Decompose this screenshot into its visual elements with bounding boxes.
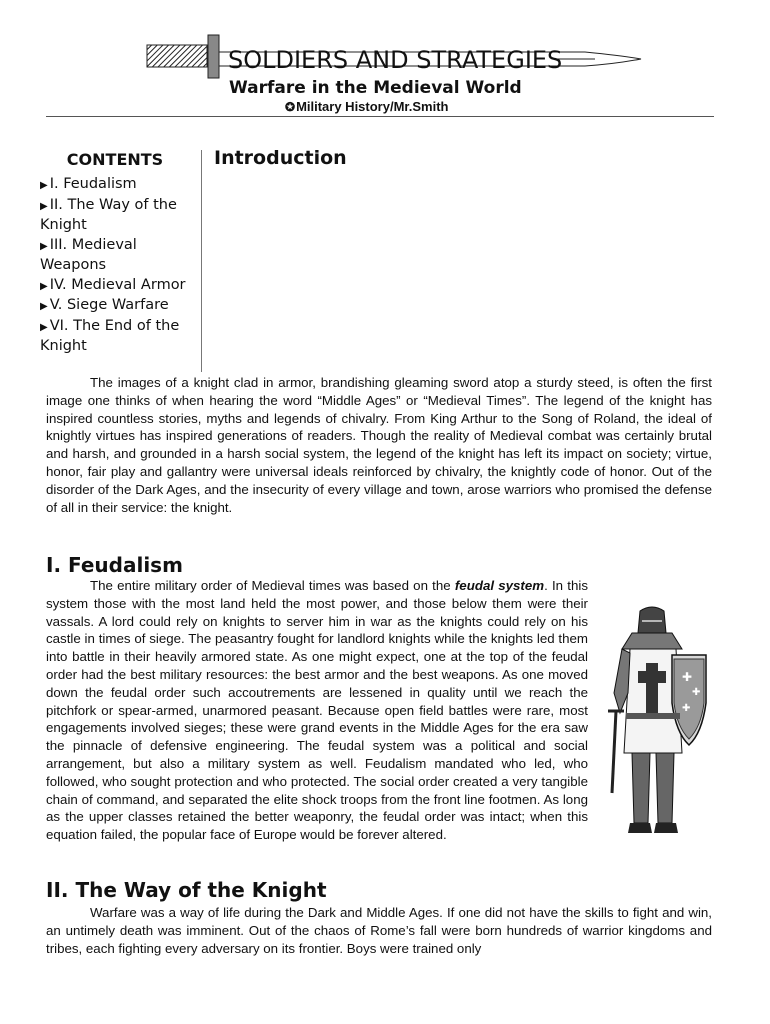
contents-list (40, 175, 200, 357)
way-of-knight-heading: II. The Way of the Knight (46, 878, 327, 902)
feudalism-paragraph: The entire military order of Medieval times was based on the feudal system. In this system those with the most land held the most power, and those below them were their vassals. A lord could rely on knights to server him in war as the knights could rely on his castle in times of siege. The peasantry fought for landlord knights while the knights led them into battle in their heavily armored state. As one might expect, one at the top of the feudal order had the best military resources: the best armor and the best weapons. As one moved down the feudal order such accoutrements are lessened in quality until we reach the pitchfork or spear-armed, unarmored peasant. Because open field battles were rare, most engagements involved sieges; these were grand events in the Middle Ages for the era saw the pinnacle of defensive engineering. The feudal system was a political and social arrangement, but also a military system as well. Feudalism mandated who led, who followed, who sought protection and who protected. The social order created a very tangible chain of command, and separated the elite shock troops from the front line footmen. As long as the upper classes retained the better weaponry, the feudal order was intact; when this equation failed, the popular face of Europe would be forever altered. (46, 578, 588, 843)
header (0, 0, 770, 120)
way-of-knight-paragraph: Warfare was a way of life during the Dark and Middle Ages. If one did not have the skills to fight and win, an untimely death was imminent. Out of the chaos of Rome’s fall were born hundreds of warrior kingdoms and tribes, each fighting every adversary on its frontier. Boys were trained only (46, 905, 712, 956)
triangle-right-icon: ▶ (40, 180, 48, 191)
contents-item[interactable]: ▶ I. Feudalism (40, 176, 137, 192)
feudal-system-term: feudal system (454, 578, 545, 593)
contents-divider (201, 150, 202, 372)
introduction-heading: Introduction (214, 147, 347, 169)
contents-item[interactable]: ▶ V. Siege Warfare (40, 297, 169, 313)
table-of-contents (40, 150, 200, 357)
triangle-right-icon: ▶ (40, 280, 48, 292)
contents-title: CONTENTS (66, 150, 164, 169)
contents-item[interactable]: ▶ III. Medieval Weapons (40, 236, 137, 273)
triangle-right-icon: ▶ (40, 200, 48, 212)
contents-item[interactable]: ▶ VI. The End of the Knight (40, 317, 180, 354)
header-divider (46, 116, 714, 117)
triangle-right-icon: ▶ (40, 240, 48, 252)
feudalism-section (46, 577, 712, 844)
introduction-paragraph: The images of a knight clad in armor, brandishing gleaming sword atop a sturdy steed, is often the first image one thinks of when hearing the word “Middle Ages” or “Medieval Times”. The legend of the knight has inspired countless stories, myths and legends of chivalry. From King Arthur to the Song of Roland, the ideal of knightly virtues has inspired generations of readers. Though the reality of Medieval combat was certainly brutal and harsh, and grounded in a harsh social system, the legend of the knight has left its impact on society; virtue, honor, fair play and gallantry were universal ideals reinforced by chivalry, the knightly code of honor. Out of the disorder of the Dark Ages, and the insecurity of every village and town, arose warriors who promised the defense of all in their service: the knight. (46, 375, 712, 515)
contents-item[interactable]: ▶ II. The Way of the Knight (40, 196, 177, 233)
byline-text: Military History/Mr.Smith (296, 99, 449, 114)
triangle-right-icon: ▶ (40, 301, 48, 312)
knight-illustration (602, 603, 712, 839)
byline (285, 99, 448, 114)
contents-item[interactable]: ▶ IV. Medieval Armor (40, 276, 186, 293)
svg-text:✚: ✚ (682, 703, 691, 714)
page-subtitle: Warfare in the Medieval World (229, 78, 522, 98)
page-title: SOLDIERS AND STRATEGIES (228, 46, 563, 74)
triangle-right-icon: ▶ (40, 321, 48, 333)
feudalism-heading: I. Feudalism (46, 553, 183, 577)
gear-icon: ✪ (285, 100, 296, 114)
svg-text:✚: ✚ (682, 670, 693, 684)
svg-text:✚: ✚ (692, 687, 701, 698)
